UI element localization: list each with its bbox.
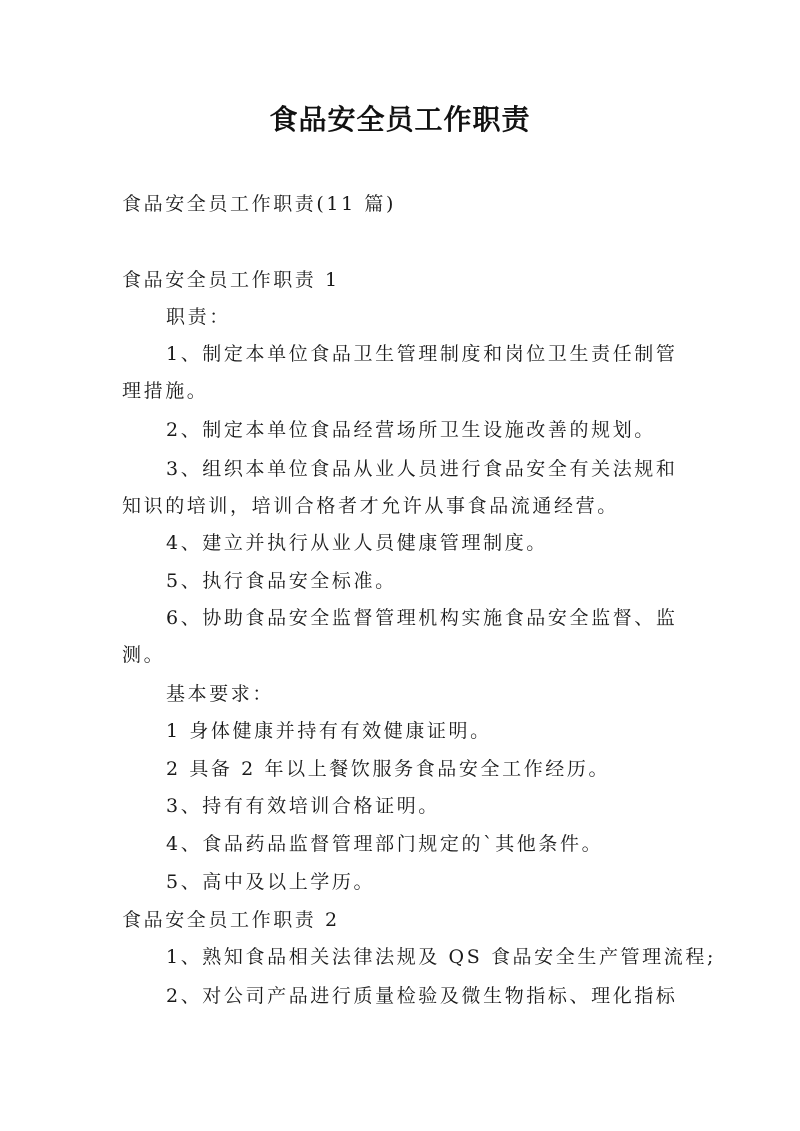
duty-item-1: 1、制定本单位食品卫生管理制度和岗位卫生责任制管理措施。 bbox=[122, 343, 678, 402]
duty-item-6: 6、协助食品安全监督管理机构实施食品安全监督、监测。 bbox=[122, 607, 678, 666]
section-2-item-2: 2、对公司产品进行质量检验及微生物指标、理化指标 bbox=[166, 985, 678, 1007]
requirement-item-1: 1 身体健康并持有有效健康证明。 bbox=[166, 720, 492, 742]
section-1-heading: 食品安全员工作职责 1 bbox=[122, 269, 340, 291]
duty-item-4: 4、建立并执行从业人员健康管理制度。 bbox=[166, 532, 548, 554]
requirement-item-3: 3、持有有效培训合格证明。 bbox=[166, 795, 440, 817]
requirements-label: 基本要求： bbox=[166, 683, 275, 705]
requirement-item-2: 2 具备 2 年以上餐饮服务食品安全工作经历。 bbox=[166, 758, 611, 780]
requirement-item-5: 5、高中及以上学历。 bbox=[166, 871, 376, 893]
section-2-heading: 食品安全员工作职责 2 bbox=[122, 909, 340, 931]
section-2-item-1: 1、熟知食品相关法律法规及 QS 食品安全生产管理流程; bbox=[166, 946, 716, 968]
document-title: 食品安全员工作职责 bbox=[269, 103, 531, 136]
requirement-item-4: 4、食品药品监督管理部门规定的`其他条件。 bbox=[166, 833, 604, 855]
duty-item-2: 2、制定本单位食品经营场所卫生设施改善的规划。 bbox=[166, 419, 656, 441]
duties-label: 职责： bbox=[166, 306, 231, 328]
document-subtitle: 食品安全员工作职责(11 篇) bbox=[122, 193, 397, 215]
duty-item-3: 3、组织本单位食品从业人员进行食品安全有关法规和知识的培训，培训合格者才允许从事食品流通经营。 bbox=[122, 458, 678, 517]
duty-item-5: 5、执行食品安全标准。 bbox=[166, 570, 397, 592]
